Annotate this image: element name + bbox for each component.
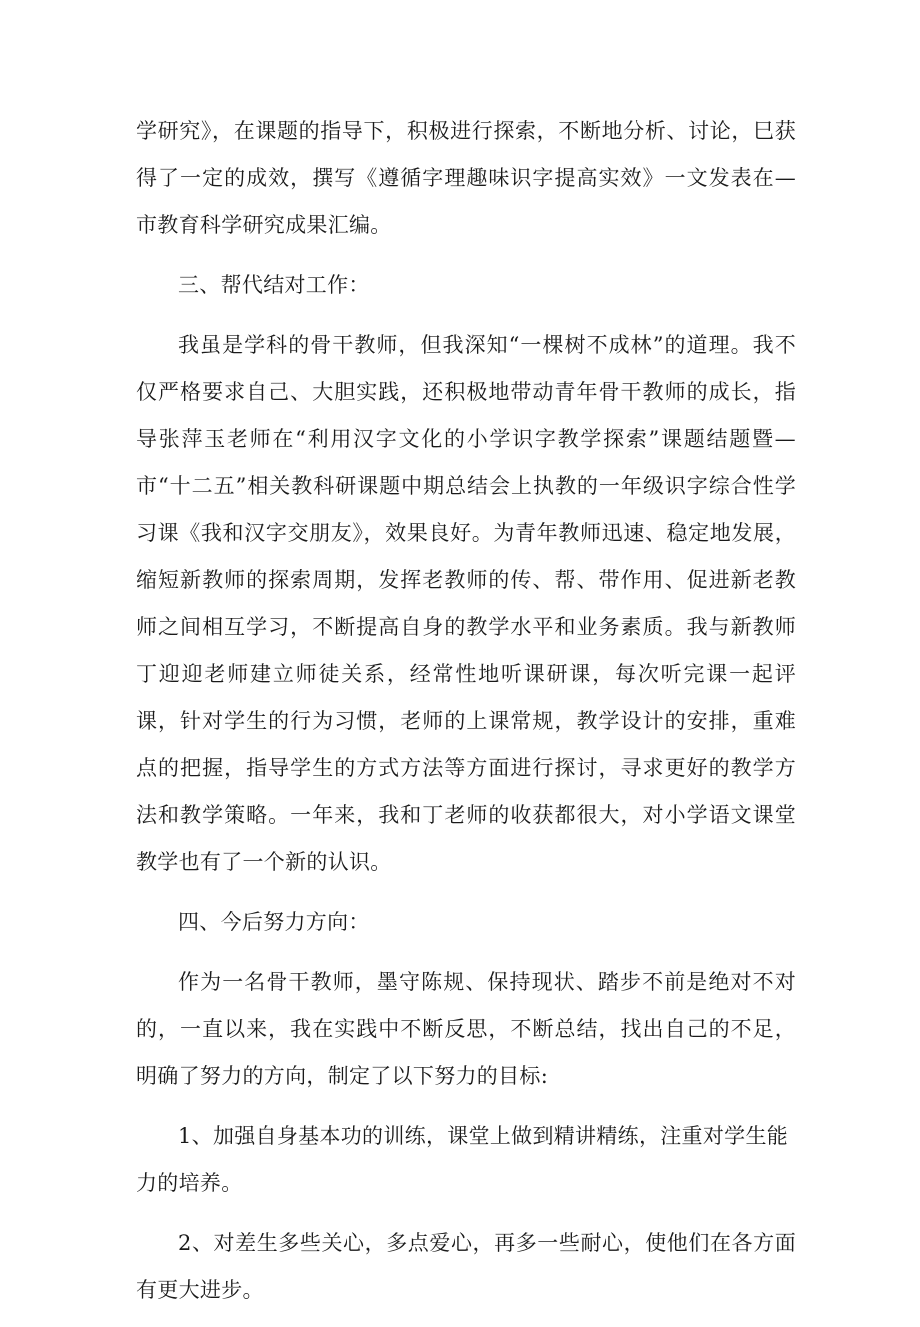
goal-item-1	[136, 1113, 796, 1207]
section-heading-mentoring: 三、帮代结对工作：	[178, 273, 370, 297]
goal-item-1-line-2: 力的培养。	[136, 1171, 243, 1195]
paragraph-research-outcome: 学研究》，在课题的指导下，积极进行探索，不断地分析、讨论，巳获得了一定的成效，撰写《遵循字理趣味识字提高实效》一文发表在—市教育科学研究成果汇编。	[136, 119, 796, 237]
paragraph-mentoring: 我虽是学科的骨干教师，但我深知“一棵树不成林”的道理。我不仅严格要求自己、大胆实践，还积极地带动青年骨干教师的成长，指导张萍玉老师在“利用汉字文化的小学识字教学探索”课题结题暨—市“十二五”相关教科研课题中期总结会上执教的一年级识字综合性学习课《我和汉字交朋友》，效果良好。为青年教师迅速、稳定地发展，缩短新教师的探索周期，发挥老教师的传、帮、带作用、促进新老教师之间相互学习，不断提高自身的教学水平和业务素质。我与新教师丁迎迎老师建立师徒关系，经常性地听课研课，每次听完课一起评课，针对学生的行为习惯，老师的上课常规，教学设计的安排，重难点的把握，指导学生的方式方法等方面进行探讨，寻求更好的教学方法和教学策略。一年来，我和丁老师的收获都很大，对小学语文课堂教学也有了一个新的认识。	[136, 333, 796, 874]
goal-item-2: 2、对差生多些关心，多点爱心，再多一些耐心，使他们在各方面有更大进步。	[136, 1231, 796, 1302]
section-heading-future-direction: 四、今后努力方向：	[178, 910, 370, 934]
paragraph-future-direction: 作为一名骨干教师，墨守陈规、保持现状、踏步不前是绝对不对的，一直以来，我在实践中不断反思，不断总结，找出自己的不足，明确了努力的方向，制定了以下努力的目标:	[136, 970, 796, 1088]
document-body	[136, 108, 796, 1327]
goal-item-1-line-1: 1、加强自身基本功的训练，课堂上做到精讲精练，注重对学生能	[178, 1124, 789, 1148]
